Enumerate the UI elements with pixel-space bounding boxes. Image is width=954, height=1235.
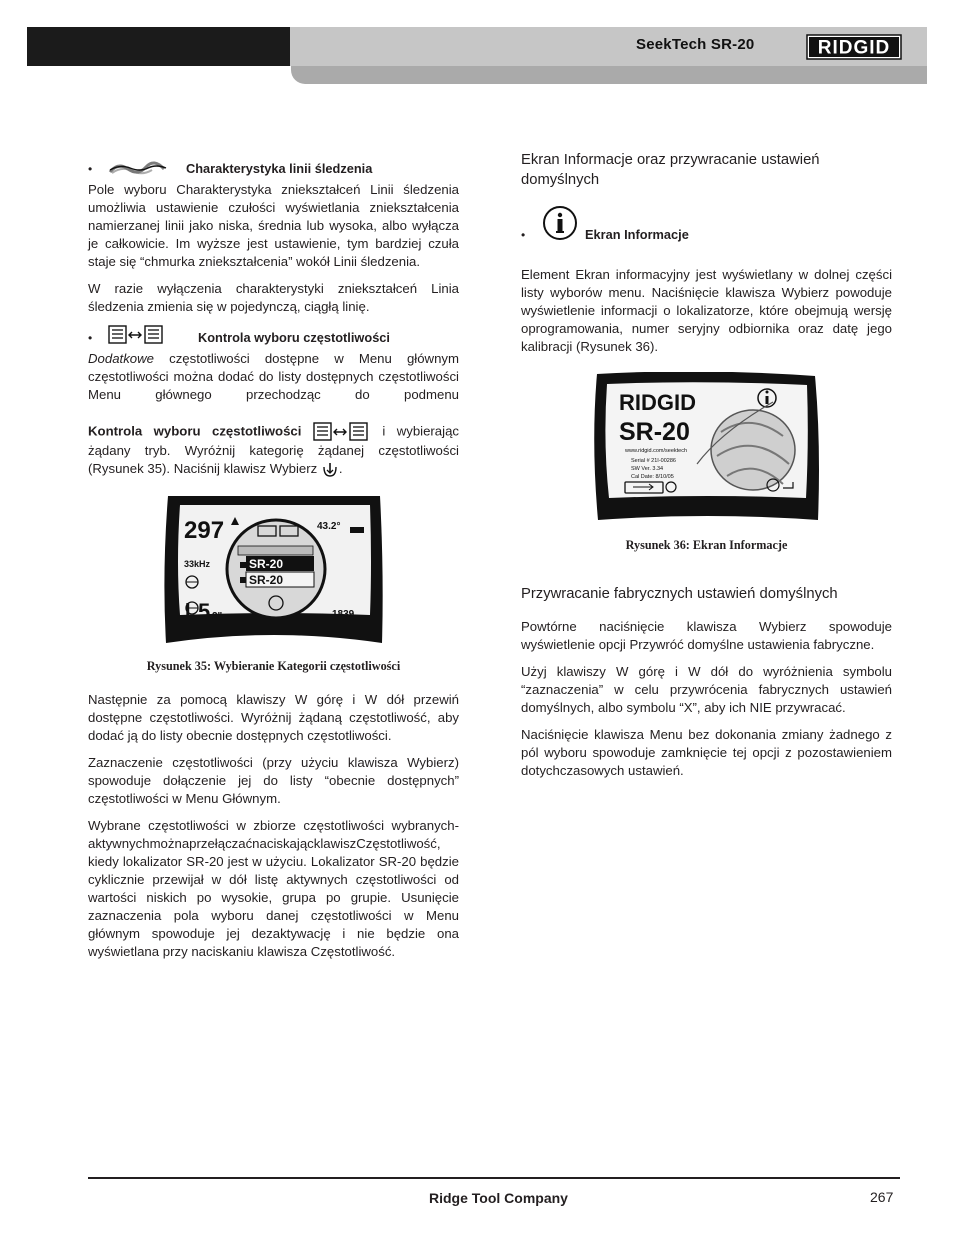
bold-phrase: Kontrola wyboru częstotliwości	[88, 423, 302, 439]
section-heading: Przywracanie fabrycznych ustawień domyślnych	[521, 586, 838, 602]
paragraph: Element Ekran informacyjny jest wyświetlany w dolnej części listy wyborów menu. Naciśnięcie klawisza Wybierz powoduje wyświetlenie informacji o lokalizatorze, które obejmują wersję oprogramowania, numer seryjny odbiornika oraz datę jego kalibracji (Rysunek 36).	[521, 267, 892, 354]
footer-company: Ridge Tool Company	[429, 1190, 568, 1206]
right-column	[521, 150, 892, 789]
figure-35-caption: Rysunek 35: Wybieranie Kategorii częstotliwości	[146, 658, 401, 673]
bullet-frequency-control	[88, 325, 459, 345]
locator-illustration	[711, 410, 795, 490]
angle-reading: 43.2°	[317, 520, 341, 532]
ridgid-logo-text: RIDGID	[817, 37, 891, 59]
tracing-line-icon	[108, 160, 186, 176]
info-screen-brand: RIDGID	[619, 390, 696, 415]
bullet-dot: •	[88, 331, 93, 345]
distance-reading: 5	[198, 598, 211, 624]
bullet-title: Charakterystyka linii śledzenia	[186, 161, 373, 176]
count-reading: 1839	[332, 608, 355, 620]
paragraph: Użyj klawiszy W górę i W dół do wyróżnienia symbolu “zaznaczenia” w celu przywrócenia fabrycznych ustawień domyślnych, albo symbolu “X”, aby ich NIE przywracać.	[521, 664, 892, 715]
left-column	[88, 160, 459, 970]
bullet-dot: •	[521, 228, 526, 242]
footer-rule	[88, 1177, 900, 1179]
paragraph: Wybrane częstotliwości w zbiorze częstotliwości wybranych-aktywnychmożnaprzełączaćnaciskającklawiszCzęstotliwość, kiedy lokalizator SR-20 jest w użyciu. Lokalizator SR-20 będzie cyklicznie przewijał w dół listę aktywnych częstotliwości od wartości niskich po wysokie, grupa po grupie. Usunięcie zaznaczenia pola wyboru danej częstotliwości w Menu głównym spowoduje jej dezaktywację i nie będzie ona wyświetlana przy naciskaniu klawisza Częstotliwość.	[88, 817, 459, 959]
text-run: częstotliwości dostępne w Menu głównym częstotliwości można dodać do listy dostępnych częstotliwości Menu głównego przechodząc do podmenu	[88, 351, 459, 402]
bullet-tracing-line	[88, 160, 459, 176]
menu-item-sr20: SR-20	[249, 572, 284, 587]
paragraph: Pole wyboru Charakterystyka zniekształceń Linii śledzenia umożliwia ustawienie czułości wyświetlania zniekształcenia namierzanej linii jako niska, średnia lub wysoka, albo wyłącza je całkowicie. Im wyższe jest ustawienie, tym bardziej czuła staje się “chmurka zniekształcenia” wokół Linii śledzenia.	[88, 182, 459, 269]
info-screen-sw-version: SW Ver. 3.34	[631, 466, 664, 472]
figure-35-screen	[88, 493, 459, 645]
info-screen-model: SR-20	[619, 418, 690, 446]
bullet-title: Kontrola wyboru częstotliwości	[198, 330, 390, 345]
text-run: .	[338, 461, 343, 476]
header-black-bar	[27, 27, 292, 66]
ridgid-logo	[806, 32, 902, 62]
info-screen-cal-date: Cal Date: 8/10/05	[631, 474, 674, 480]
paragraph: W razie wyłączenia charakterystyki zniekształceń Linia śledzenia zmienia się w pojedynczą, ciągłą linię.	[88, 281, 459, 314]
frequency-reading: 33kHz	[184, 558, 211, 569]
header-product-name: SeekTech SR-20	[636, 36, 755, 53]
bullet-title: Ekran Informacje	[585, 227, 689, 242]
info-screen-website: www.ridgid.com/seektech	[625, 448, 688, 454]
menu-item-sr20-selected: SR-20	[249, 556, 284, 571]
paragraph: Zaznaczenie częstotliwości (przy użyciu klawisza Wybierz) spowoduje dołączenie jej do listy “obecnie dostępnych” częstotliwości w Menu Głównym.	[88, 754, 459, 806]
header-grey-strip	[291, 66, 927, 84]
bullet-info-screen	[521, 204, 892, 242]
info-icon	[541, 204, 581, 242]
paragraph-frequency	[88, 350, 459, 479]
paragraph: Powtórne naciśnięcie klawisza Wybierz spowoduje wyświetlenie opcji Przywróć domyślne ustawienia fabryczne.	[521, 619, 892, 652]
figure-36-caption: Rysunek 36: Ekran Informacje	[625, 538, 788, 552]
svg-text:I: I	[185, 599, 191, 622]
select-key-icon	[321, 461, 339, 479]
paragraph: Naciśnięcie klawisza Menu bez dokonania zmiany żadnego z pól wyboru spowoduje zamknięcie tej opcji z pozostawieniem dotychczasowych ustawień.	[521, 727, 892, 778]
frequency-control-icon	[108, 325, 198, 345]
page-number: 267	[870, 1189, 894, 1205]
distance-sub-reading: 2"	[212, 610, 223, 622]
depth-reading: 297	[184, 516, 225, 544]
paragraph: Następnie za pomocą klawiszy W górę i W dół przewiń dostępne częstotliwości. Wyróżnij żądaną częstotliwość, aby dodać ją do listy obecnie dostępnych częstotliwości.	[88, 691, 459, 743]
figure-36-screen	[521, 372, 892, 524]
text-run: i wybierając żądany tryb. Wyróżnij kategorię żądanej częstotliwości (Rysunek 35). Naciśnij klawisz Wybierz	[88, 423, 460, 476]
info-screen-serial: Serial # 21I-00286	[631, 458, 676, 464]
italic-word: Dodatkowe	[88, 351, 154, 366]
section-heading: Ekran Informacje oraz przywracanie ustawień domyślnych	[521, 152, 820, 188]
bullet-dot: •	[88, 162, 93, 176]
frequency-control-icon	[313, 422, 371, 442]
